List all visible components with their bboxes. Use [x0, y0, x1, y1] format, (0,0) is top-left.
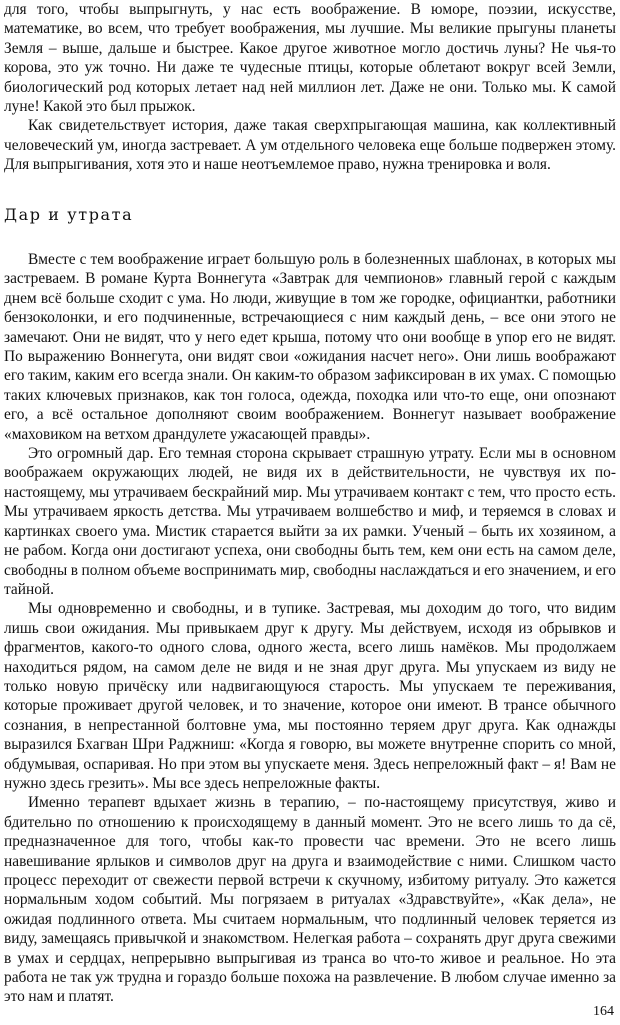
- main-text-block: [4, 250, 616, 1007]
- paragraph: Как свидетельствует история, даже такая сверхпрыгающая машина, как коллективный человеческий ум, иногда застревает. А ум отдельного человека еще больше подвержен этому. Для выпрыгивания, хотя это и наше неотъемлемое право, нужна тренировка и воля.: [4, 117, 616, 174]
- top-text-block: [4, 0, 616, 175]
- page-number: 164: [593, 1004, 614, 1019]
- paragraph: Это огромный дар. Его темная сторона скрывает страшную утрату. Если мы в основном воображаем окружающих людей, не видя их в действительности, не чувствуя их по-настоящему, мы утрачиваем бескрайний мир. Мы утрачиваем контакт с тем, что просто есть. Мы утрачиваем яркость детства. Мы утрачиваем волшебство и миф, и теряемся в словах и картинках своего ума. Мистик старается выйти за их рамки. Ученый – быть их хозяином, а не рабом. Когда они достигают успеха, они свободны быть тем, кем они есть на самом деле, свободны в полном объеме воспринимать мир, свободны наслаждаться и его значением, и его тайной.: [4, 445, 616, 598]
- paragraph: Вместе с тем воображение играет большую роль в болезненных шаблонах, в которых мы застреваем. В романе Курта Воннегута «Завтрак для чемпионов» главный герой с каждым днем всё больше сходит с ума. Но люди, живущие в том же городке, официантки, работники бензоколонки, и его подчиненные, встречающиеся с ним каждый день, – все они этого не замечают. Они не видят, что у него едет крыша, потому что они вообще в упор его не видят. По выражению Воннегута, они видят свои «ожидания насчет него». Они лишь воображают его таким, каким его всегда знали. Он каким-то образом зафиксирован в их умах. С помощью таких ключевых признаков, как тон голоса, одежда, походка или что-то еще, они опознают его, а всё остальное дополняют своим воображением. Воннегут называет воображение «маховиком на ветхом драндулете ужасающей правды».: [4, 251, 616, 443]
- paragraph: Именно терапевт вдыхает жизнь в терапию, – по-настоящему присутствуя, живо и бдительно по отношению к происходящему в данный момент. Это не всего лишь то да сё, предназначенное для того, чтобы как-то провести час времени. Это не всего лишь навешивание ярлыков и символов друг на друга и взаимодействие с ними. Слишком часто процесс переходит от свежести первой встречи к скучному, избитому ритуалу. Это кажется нормальным ходом событий. Мы погрязаем в ритуалах «Здравствуйте», «Как дела», не ожидая подлинного ответа. Мы считаем нормальным, что подлинный человек теряется из виду, замещаясь привычкой и знакомством. Нелегкая работа – сохранять друг друга свежими в умах и сердцах, непрерывно выпрыгивая из транса во что-то живое и реальное. Но эта работа не так уж трудна и гораздо больше похожа на развлечение. В любом случае именно за это нам и платят.: [4, 794, 616, 1006]
- section-heading: Дар и утрата: [4, 205, 134, 224]
- paragraph: для того, чтобы выпрыгнуть, у нас есть воображение. В юморе, поэзии, искусстве, математике, во всем, что требует воображения, мы лучшие. Мы великие прыгуны планеты Земля – выше, дальше и быстрее. Какое другое животное могло достичь луны? Не чья-то корова, это уж точно. Ни даже те чудесные птицы, которые облетают вокруг всей Земли, биологический род которых летает над ней миллион лет. Даже не они. Только мы. К самой луне! Какой это был прыжок.: [4, 1, 616, 116]
- paragraph: Мы одновременно и свободны, и в тупике. Застревая, мы доходим до того, что видим лишь свои ожидания. Мы привыкаем друг к другу. Мы действуем, исходя из обрывков и фрагментов, какого-то одного слова, одного жеста, всего лишь намёков. Мы продолжаем находиться рядом, на самом деле не видя и не зная друг друга. Мы упускаем из виду не только новую причёску или надвигающуюся старость. Мы упускаем те переживания, которые проживает другой человек, и то значение, которое они имеют. В трансе обычного сознания, в непрестанной болтовне ума, мы постоянно теряем друг друга. Как однажды выразился Бхагван Шри Раджниш: «Когда я говорю, вы можете внутренне спорить со мной, обдумывая, оспаривая. Но при этом вы упускаете меня. Здесь непреложный факт – я! Вам не нужно здесь грезить». Мы все здесь непреложные факты.: [4, 600, 616, 792]
